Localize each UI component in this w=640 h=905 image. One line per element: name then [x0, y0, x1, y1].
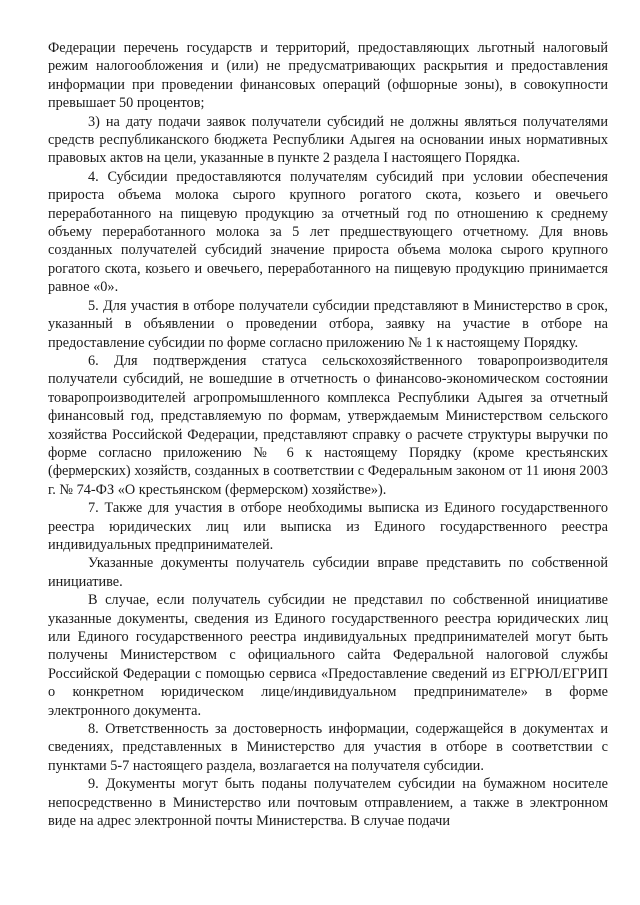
paragraph-clause-7: 7. Также для участия в отборе необходимы выписка из Единого государственного реестра юридических лиц или выписка из Единого государственного реестра индивидуальных предпринимателей.	[48, 500, 608, 553]
paragraph-continuation: Федерации перечень государств и территорий, предоставляющих льготный налоговый режим налогообложения и (или) не предусматривающих раскрытия и предоставления информации при проведении финансовых операций (офшорные зоны), в совокупности превышает 50 процентов;	[48, 40, 608, 112]
paragraph-clause-9: 9. Документы могут быть поданы получателем субсидии на бумажном носителе непосредственно в Министерство или почтовым отправлением, а также в электронном виде на адрес электронной почты Министерства. В случае подачи	[48, 776, 608, 830]
paragraph-clause-6: 6. Для подтверждения статуса сельскохозяйственного товаропроизводителя получатели субсидий, не вошедшие в отчетность о финансово-экономическом состоянии товаропроизводителей агропромышленного комплекса Республики Адыгея за отчетный финансовый год, представляемую по формам, утверждаемым Министерством сельского хозяйства Российской Федерации, представляют справку о расчете структуры выручки по форме согласно приложению № 6 к настоящему Порядку (кроме крестьянских (фермерских) хозяйств, созданных в соответствии с Федеральным законом от 11 июня 2003 г. № 74-ФЗ «О крестьянском (фермерском) хозяйстве»).	[48, 352, 608, 498]
paragraph-clause-8: 8. Ответственность за достоверность информации, содержащейся в документах и сведениях, представленных в Министерство для участия в отборе в соответствии с пунктами 5-7 настоящего раздела, возлагается на получателя субсидии.	[48, 721, 608, 774]
paragraph-documents-optional: Указанные документы получатель субсидии вправе представить по собственной инициативе.	[48, 555, 608, 590]
paragraph-documents-request: В случае, если получатель субсидии не представил по собственной инициативе указанные документы, сведения из Единого государственного реестра юридических лиц или Единого государственного реестра индивидуальных предпринимателей могут быть получены Министерством с официального сайта Федеральной налоговой службы Российской Федерации с помощью сервиса «Предоставление сведений из ЕГРЮЛ/ЕГРИП о конкретном юридическом лице/индивидуальном предпринимателе» в форме электронного документа.	[48, 592, 608, 719]
paragraph-clause-5: 5. Для участия в отборе получатели субсидии представляют в Министерство в срок, указанный в объявлении о проведении отбора, заявку на участие в отборе на предоставление субсидии по форме согласно приложению № 1 к настоящему Порядку.	[48, 297, 608, 351]
paragraph-clause-4: 4. Субсидии предоставляются получателям субсидий при условии обеспечения прироста объема молока сырого крупного рогатого скота, козьего и овечьего переработанного на пищевую продукцию за отчетный год по отношению к среднему объему переработанного молока за 5 лет предшествующего отчетному. Для вновь созданных получателей субсидий значение прироста объема молока сырого крупного рогатого скота, козьего и овечьего, переработанного на пищевую продукцию принимается равное «0».	[48, 168, 608, 296]
paragraph-item-3: 3) на дату подачи заявок получатели субсидий не должны являться получателями средств республиканского бюджета Республики Адыгея на основании иных нормативных правовых актов на цели, указанные в пункте 2 раздела I настоящего Порядка.	[48, 113, 608, 167]
